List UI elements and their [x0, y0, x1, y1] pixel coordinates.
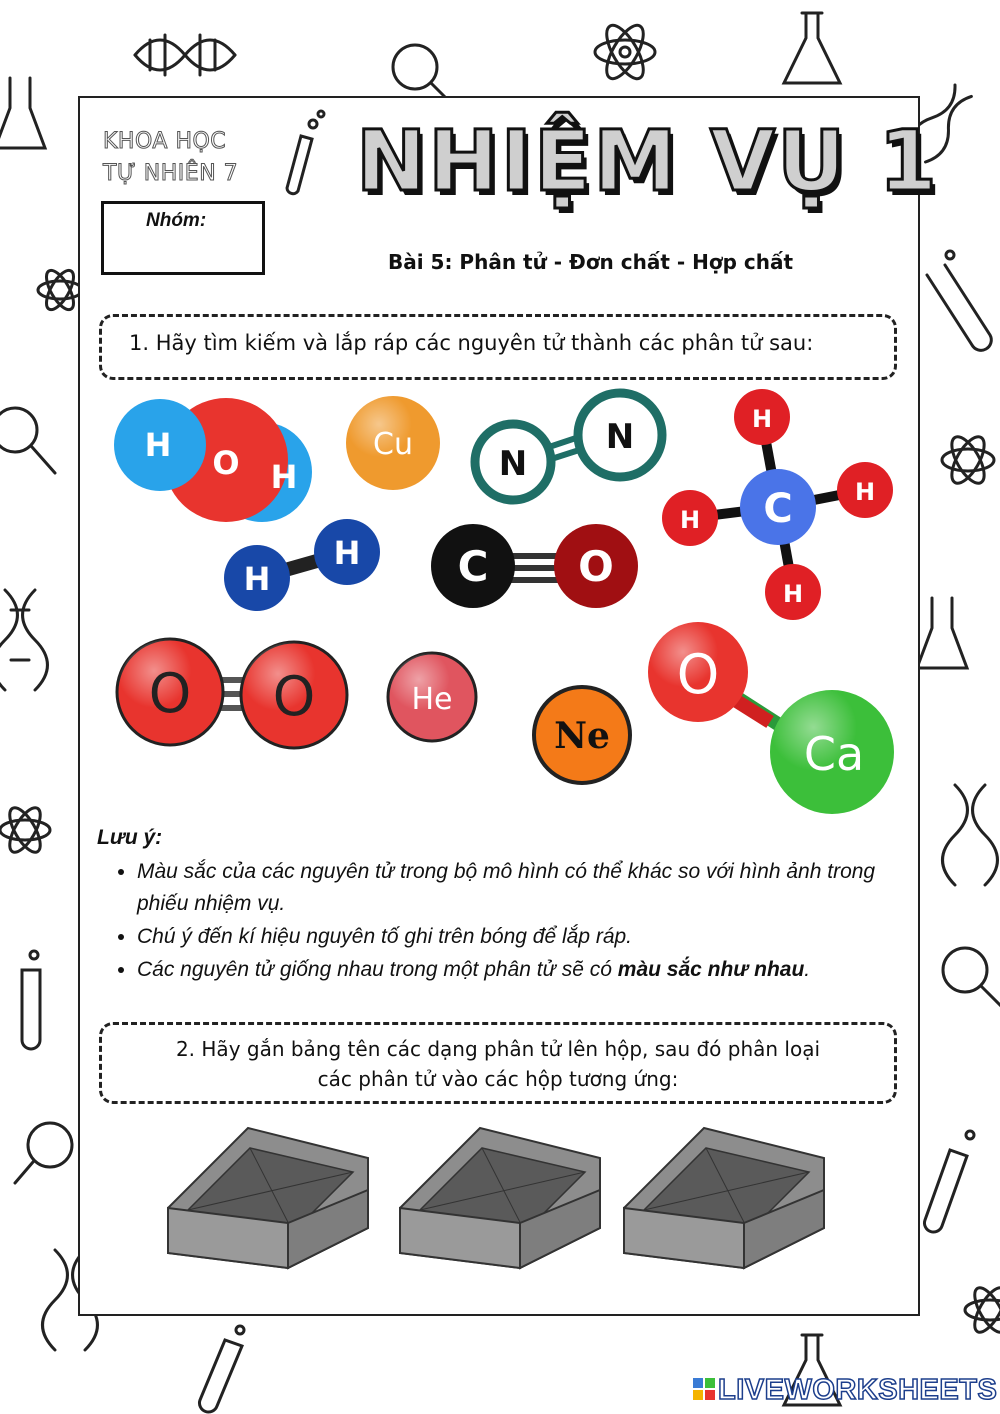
atom-label: N — [605, 417, 635, 457]
molecule-ne — [534, 687, 630, 783]
note-item — [137, 954, 897, 986]
molecule-he — [388, 653, 476, 741]
subject-line-2: TỰ NHIÊN 7 — [103, 161, 239, 186]
atom-label: O — [578, 542, 614, 591]
atom-label: Ca — [803, 727, 865, 781]
atom-label: H — [144, 426, 172, 464]
molecule-cu — [346, 396, 440, 490]
atom-label: H — [751, 405, 773, 433]
lesson-subtitle: Bài 5: Phân tử - Đơn chất - Hợp chất — [388, 250, 794, 274]
page-title: NHIỆM VỤ 1 — [356, 112, 939, 210]
notes-section — [97, 826, 897, 987]
molecule-n2 — [475, 393, 662, 500]
subject-line-1: KHOA HỌC — [103, 129, 227, 154]
molecule-h2o — [114, 398, 312, 522]
atom-label: He — [411, 682, 453, 717]
note-item: • Chú ý đến kí hiệu nguyên tố ghi trên bóng để lắp ráp. — [137, 921, 897, 953]
sorting-box[interactable] — [168, 1128, 368, 1268]
sorting-box[interactable] — [624, 1128, 824, 1268]
atom-label: N — [498, 444, 528, 484]
liveworksheets-logo-icon — [693, 1378, 715, 1400]
atom-label: O — [212, 444, 240, 482]
task-1-text: 1. Hãy tìm kiếm và lắp ráp các nguyên tử thành các phân tử sau: — [129, 331, 814, 355]
notes-list — [97, 856, 897, 986]
sorting-boxes — [160, 1120, 840, 1280]
molecule-ch4 — [662, 389, 893, 620]
molecule-co — [431, 524, 638, 608]
notes-label: Lưu ý: — [97, 826, 163, 849]
note-item: • Màu sắc của các nguyên tử trong bộ mô hình có thể khác so với hình ảnh trong phiếu nhiệm vụ. — [137, 856, 897, 920]
atom-label: H — [333, 534, 361, 572]
atom-label: H — [243, 560, 271, 598]
atom-label: H — [270, 458, 298, 496]
molecule-h2 — [224, 519, 380, 611]
atom-label: Ne — [554, 715, 610, 757]
group-label: Nhóm: — [146, 210, 207, 231]
task-2-instruction — [99, 1022, 897, 1104]
molecule-cao — [648, 622, 894, 814]
atom-label: O — [676, 643, 720, 706]
atom-label: C — [763, 486, 793, 532]
task-2-line-2: các phân tử vào các hộp tương ứng: — [317, 1067, 679, 1091]
atom-label: O — [272, 665, 316, 728]
atom-label: C — [457, 542, 489, 591]
atom-label: H — [782, 580, 804, 608]
atom-label: Cu — [373, 427, 413, 462]
note-text: . — [804, 958, 811, 981]
sorting-box[interactable] — [400, 1128, 600, 1268]
note-emphasis: màu sắc như nhau — [617, 958, 805, 981]
footer-brand[interactable]: LIVEWORKSHEETS — [718, 1374, 998, 1406]
atom-label: H — [854, 478, 876, 506]
task-2-line-1: 2. Hãy gắn bảng tên các dạng phân tử lên hộp, sau đó phân loại — [175, 1037, 821, 1061]
note-text: Các nguyên tử giống nhau trong một phân tử sẽ có — [137, 958, 618, 981]
atom-label: H — [679, 506, 701, 534]
molecule-o2 — [117, 639, 347, 748]
atom-label: O — [148, 662, 192, 725]
